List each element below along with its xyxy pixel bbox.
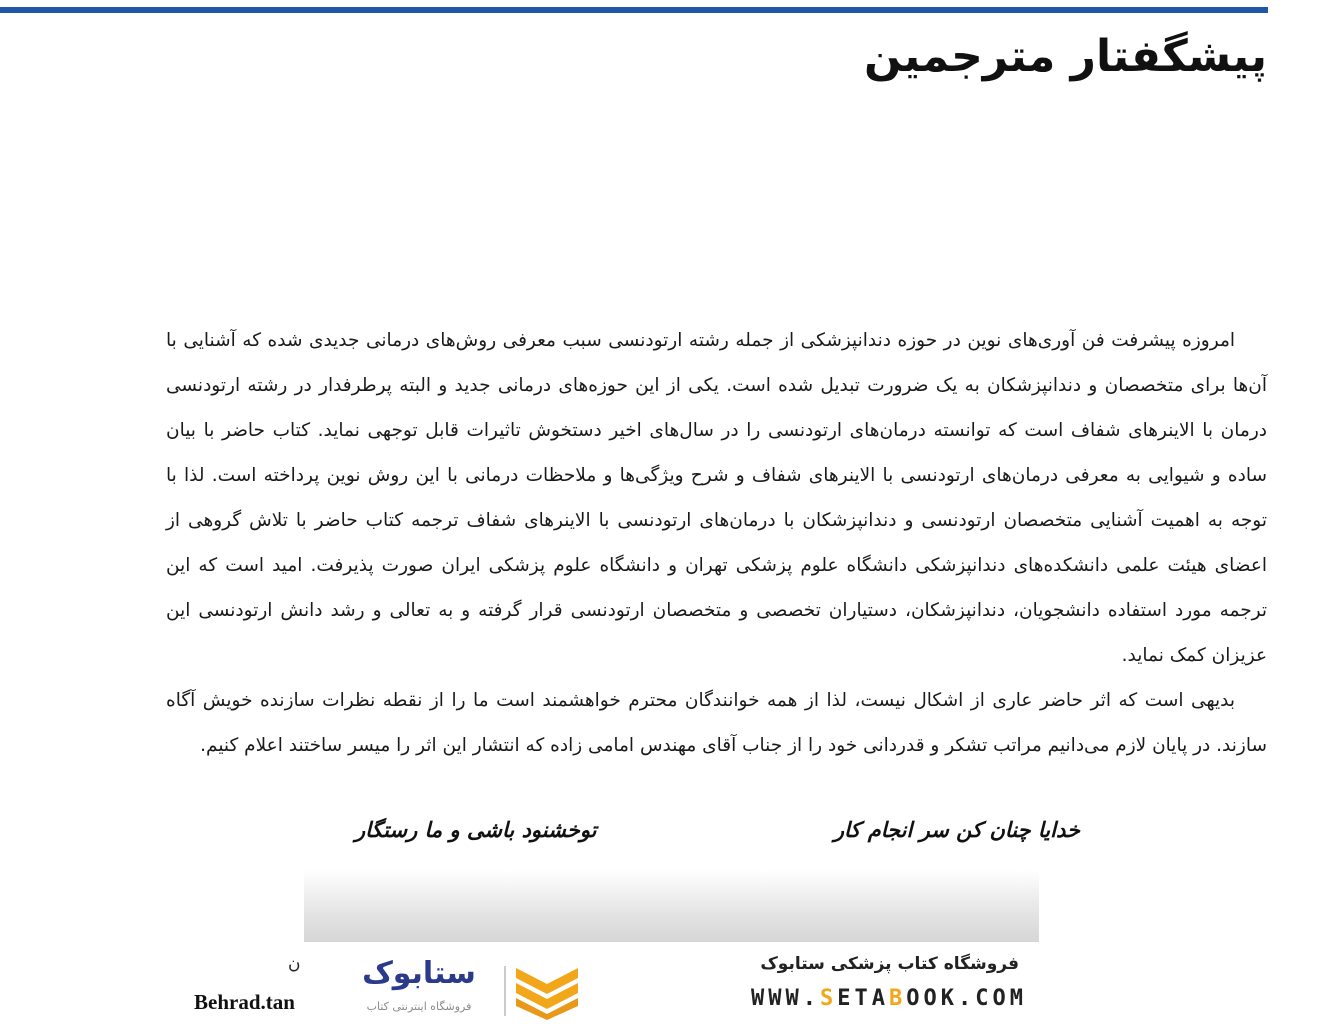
url-suffix: OOK.COM [906, 986, 1027, 1011]
url-accent-b: B [889, 986, 907, 1011]
store-name: فروشگاه کتاب پزشکی ستابوک [760, 954, 1019, 974]
preface-body [166, 318, 1267, 768]
page-title: پیشگفتار مترجمین [864, 31, 1267, 82]
url-accent-s: S [820, 986, 838, 1011]
url-mid: ETA [837, 986, 890, 1011]
logo-divider [504, 966, 506, 1016]
setabook-ad-banner[interactable] [304, 942, 1039, 1024]
author-name-fragment: Behrad.tan [194, 990, 295, 1014]
verse-first-hemistich: خدایا چنان کن سر انجام کار [833, 818, 1080, 842]
url-prefix: WWW. [751, 986, 821, 1011]
book-stack-logo-icon [512, 964, 582, 1020]
preface-paragraph-2: بدیهی است که اثر حاضر عاری از اشکال نیست، لذا از همه خوانندگان محترم خواهشمند است ما را از نقطه نظرات سازنده خویش آگاه سازند. در پایان لازم می‌دانیم مراتب تشکر و قدردانی خود را از جناب آقای مهندس امامی زاده که انتشار این اثر را میسر ساختند اعلام کنیم. [166, 690, 1267, 756]
cropped-text-fragment: ن [288, 954, 301, 974]
logo-tagline: فروشگاه اینترنتی کتاب [366, 1000, 472, 1013]
preface-paragraph-1: امروزه پیشرفت فن آوری‌های نوین در حوزه دندانپزشکی از جمله رشته ارتودنسی سبب معرفی روش‌های درمانی جدیدی شده که آشنایی با آن‌ها برای متخصصان و دندانپزشکان به یک ضرورت تبدیل شده است. یکی از این حوزه‌های درمانی جدید و البته پرطرفدار در رشته ارتودنسی درمان با الاینرهای شفاف است که توانسته درمان‌های ارتودنسی را در سال‌های اخیر دستخوش تاثیرات قابل توجهی نماید. کتاب حاضر با بیان ساده و شیوایی به معرفی درمان‌های ارتودنسی با الاینرهای شفاف و شرح ویژگی‌ها و ملاحظات درمانی با این روش نوین پرداخته است. لذا با توجه به اهمیت آشنایی متخصصان ارتودنسی و دندانپزشکان با درمان‌های ارتودنسی با الاینرهای شفاف ترجمه کتاب حاضر با تلاش گروهی از اعضای هیئت علمی دانشکده‌های دندانپزشکی دانشگاه علوم پزشکی تهران و دانشگاه علوم پزشکی ایران صورت پذیرفت. امید است که این ترجمه مورد استفاده دانشجویان، دندانپزشکان، دستیاران تخصصی و متخصصان ارتودنسی قرار گرفته و به تعالی و رشد دانش ارتودنسی این عزیزان کمک نماید. [166, 330, 1267, 666]
verse-second-hemistich: توخشنود باشی و ما رستگار [355, 818, 597, 842]
logo-wordmark: ستابوک [362, 956, 476, 991]
ad-banner-fade [304, 870, 1039, 942]
store-url[interactable] [751, 986, 1027, 1011]
header-rule [0, 7, 1268, 13]
